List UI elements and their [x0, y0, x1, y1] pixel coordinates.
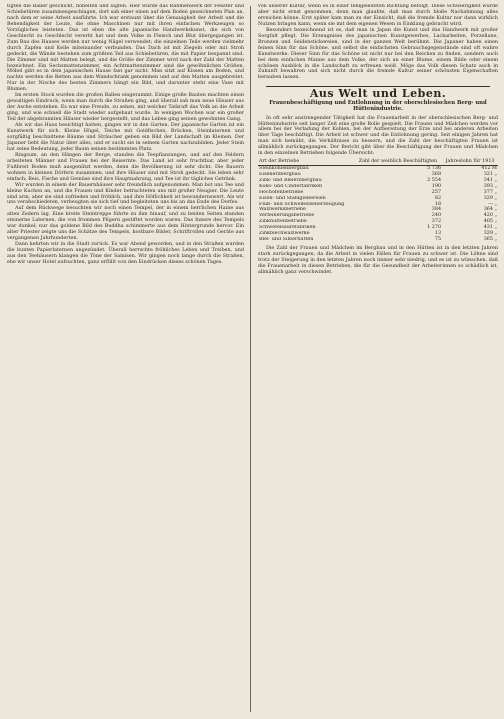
column-divider [250, 6, 251, 712]
section-subtitle: Frauenbeschäftigung und Entlohnung in der oberschlesischen Berg- und Hüttenindustrie. [269, 100, 487, 113]
table-cell-zahl: 368 [431, 171, 442, 178]
table-cell-betrieb: Koks- und Cinderfabriken [259, 183, 323, 189]
table-cell-zahl: 240 [431, 212, 442, 219]
left-paragraph-4: Ringsum, an den Hängen der Berge, standen die Teepflanzungen, und auf den Feldern arbeiteten Männer und Frauen bei der Reisernte. Das Land ist sehr fruchtbar, aber jeder Fußbreit Boden muß ausgenützt werden, denn die Bevölkerung ist sehr dicht. Die Bauern wohnen in kleinen Dörfern zusammen, und ihre Häuser sind mit Stroh gedeckt. Sie leben sehr einfach; Reis, Fische und Gemüse sind ihre Hauptnahrung, und Tee ist ihr tägliches Getränk. [7, 151, 244, 182]
table-body [258, 166, 498, 243]
table-cell-betrieb: Hochofenbetriebe [259, 189, 304, 195]
table-cell-betrieb: Walzwerksbetriebe [259, 207, 306, 213]
left-column [7, 4, 244, 716]
table-cell-lohn: 329 „ [483, 194, 497, 201]
table-cell-lohn: 431 „ [483, 224, 497, 231]
table-cell-zahl: 13 [434, 230, 442, 237]
table-cell-zahl: 5 736 [427, 165, 442, 172]
left-paragraph-3: Als wir das Haus besichtigt hatten, gingen wir in den Garten. Der japanische Garten ist ein Kunstwerk für sich. Kleine Hügel, Teiche mit Goldfischen, Brücken, Steinlaternen und sorgfältig beschnittene Bäume und Sträucher geben ein Bild der Landschaft im Kleinen. Der Japaner liebt die Natur über alles, und er sucht sie in seinem Garten nachzubilden. Jeder Stein hat seine Bedeutung, jeder Baum seinen bestimmten Platz. [7, 122, 244, 152]
table-cell-zahl: 372 [431, 218, 442, 225]
section-paragraph-1: In oft sehr anstrengender Tätigkeit hat die Frauenarbeit in der oberschlesischen Berg- und Hüttenindustrie seit langer Zeit eine große Rolle gespielt. Die Frauen und Mädchen werden vor allem bei der Verladung der Kohlen, bei der Aufbereitung der Erze und bei anderen Arbeiten über Tage beschäftigt. Die Arbeit ist schwer und die Entlohnung gering. Seit einigen Jahren hat man sich bemüht, die Verhältnisse zu bessern, und die Zahl der beschäftigten Frauen ist allmählich zurückgegangen. Der Bericht gibt über die Beschäftigung der Frauen und Mädchen in den einzelnen Betrieben folgende Übersicht: [258, 114, 498, 157]
table-cell-betrieb: Zink- und Bleierzbergbau [259, 177, 322, 183]
left-paragraph-5: Wir wurden in einem der Bauernhäuser sehr freundlich aufgenommen. Man bot uns Tee und kleine Kuchen an, und die Frauen und Kinder betrachteten uns mit großer Neugier. Die Leute sind arm, aber sie sind zufrieden und fröhlich, und ihre Höflichkeit ist bewundernswert. Als wir uns verabschiedeten, verbeugten sie sich tief und begleiteten uns bis an das Ende des Dorfes. [7, 181, 244, 206]
table-cell-betrieb: Zinkhüttenbetriebe [259, 219, 307, 225]
table-cell-lohn: 377 „ [483, 188, 497, 195]
section-title: Aus Welt und Leben. [309, 87, 447, 101]
left-paragraph-1: tigten die Baller geschickt, hobelten und lägten. Hier wurde das Rahmenwerk der Fenster und Schiebetüren zusammengeschlagen, dort sah einer einen auf dem Boden gezeichneten Plan an, nach dem er seine Arbeit ausführte. Ich war erstaunt über die Genauigkeit der Arbeit und die Behendigkeit der Leute, die ohne Maschinen nur mit ihren einfachen Werkzeugen so Vorzügliches leisteten. Das ist eben die alte japanische Handwerkskunst, die sich von Geschlecht zu Geschlecht vererbt hat und dem Volke in Fleisch und Blut übergegangen ist. Zum Bau des Hauses werden nur wenig Nägel verwendet; die einzelnen Teile werden vielmehr durch Zapfen und Keile miteinander verbunden. Das Dach ist mit Ziegeln oder mit Stroh gedeckt, die Wände bestehen zum größten Teil aus Schiebetüren, die mit Papier bespannt sind. Die Zimmer sind mit Matten belegt, und die Größe der Zimmer wird nach der Zahl der Matten bezeichnet. Ein Sechsmattenzimmer, ein Achtmattenzimmer sind die gewöhnlichen Größen. Möbel gibt es in dem japanischen Hause fast gar nicht. Man sitzt auf Kissen am Boden, und nachts werden die Betten aus dem Wandschrank genommen und auf den Matten ausgebreitet. Nur in der Nische des besten Zimmers hängt ein Bild, und darunter steht eine Vase mit Blumen. [7, 4, 244, 93]
table-cell-lohn: 364 „ [483, 206, 497, 213]
table-cell-betrieb: Zinkblechwalzwerke [259, 231, 310, 237]
left-paragraph-7: Dann kehrten wir in die Stadt zurück. Es war Abend geworden, und in den Straßen wurden die bunten Papierlaternen angezündet. Überall herrschte fröhliches Leben und Treiben, und aus den Teehäusern klangen die Töne der Samisen. Wir gingen noch lange durch die Straßen, ehe wir unser Hotel aufsuchten, ganz erfüllt von den Eindrücken dieses schönen Tages. [7, 241, 244, 265]
table-header-zahl: Zahl der weiblich Beschäftigten [354, 159, 442, 165]
table-cell-zahl: 257 [431, 188, 442, 195]
table-cell-lohn: 321 „ [483, 171, 497, 178]
table-cell-betrieb: Eisenerzbergbau [259, 172, 301, 178]
table-cell-lohn: 365 „ [483, 236, 497, 242]
table-cell-lohn: 341 „ [483, 176, 497, 183]
table-header-lohn: Jahreslohn für 1913 [442, 159, 498, 165]
table-cell-betrieb: Fluß- und Schweißeisenerzeugung [259, 201, 345, 207]
table-cell-lohn: 420 „ [483, 212, 497, 219]
table-cell-betrieb: Eisen- und Stahlgießereien [259, 195, 326, 201]
closing-paragraph-1: Die Zahl der Frauen und Mädchen im Bergbau und in den Hütten ist in den letzten Jahren stark zurückgegangen, da die Arbeit in vielen Fällen für Frauen zu schwer ist. Die Löhne sind trotz der Steigerung in den letzten Jahren noch immer sehr niedrig, und es ist zu wünschen, daß die Frauenarbeit in diesen Betrieben, die für die Gesundheit der Arbeiterinnen so schädlich ist, allmählich ganz verschwindet. [258, 244, 498, 275]
table-cell-lohn: 405 „ [483, 218, 497, 225]
table-cell-zahl: 75 [434, 236, 442, 242]
table-cell-betrieb: Blei- und Silberhütten [259, 237, 314, 242]
left-paragraph-2: Im ersten Stock wurden die großen Ballen eingerammt. Einige große Bauten machten einen gewaltigen Eindruck, wenn man durch die Straßen ging, und überall sah man neue Häuser aus der Asche entstehen. Es war eine Freude, zu sehen, mit welcher Tatkraft das Volk an die Arbeit ging, und wie schnell die Stadt wieder aufgebaut wurde. In wenigen Wochen war ein großer Teil der abgebrannten Häuser wieder hergestellt, und das Leben ging seinen gewohnten Gang. [7, 92, 244, 123]
table-cell-lohn: 329 „ [483, 230, 497, 237]
employment-table [258, 159, 498, 243]
table-cell-zahl: 18 [434, 200, 442, 207]
right-intro-paragraph-2: Besonders bezeichnend ist es, daß man in Japan die Kunst und das Handwerk mit großer Sorgfalt pflegt. Die Erzeugnisse des japanischen Kunstgewerbes, Lackarbeiten, Porzellane, Bronzen und Seidenstickereien, sind in der ganzen Welt berühmt. Die Japaner haben einen feinen Sinn für das Schöne, und selbst die einfachsten Gebrauchsgegenstände sind oft wahre Kunstwerke. Dieser Sinn für das Schöne ist nicht nur bei den Reichen zu finden, sondern auch bei dem einfachen Manne aus dem Volke, der sich an einer Blume, einem Bilde oder einem schönen Ausblick in die Landschaft zu erfreuen weiß. Möge das Volk diesen Schatz auch in Zukunft bewahren und sich nicht durch die fremde Kultur seiner schönsten Eigenschaften berauben lassen. [258, 26, 498, 81]
table-cell-betrieb: Schwefelsäurefabriken [259, 225, 316, 231]
table-cell-zahl: 384 [431, 206, 442, 213]
table-cell-zahl: 2 554 [427, 176, 442, 183]
table-cell-lohn: 393 „ [483, 182, 497, 189]
left-paragraph-6: Auf dem Rückwege besuchten wir noch einen Tempel, der in einem herrlichen Haine aus alten Zedern lag. Eine breite Steintreppe führte zu ihm hinauf, und zu beiden Seiten standen steinerne Laternen, die von frommen Pilgern gestiftet worden waren. Das Innere des Tempels war dunkel; nur das goldene Bild des Buddha schimmerte aus dem Hintergrunde hervor. Ein alter Priester zeigte uns die Schätze des Tempels, kostbare Bilder, Schriftrollen und Geräte aus vergangenen Jahrhunderten. [7, 205, 244, 242]
right-intro-paragraph-1: von unserer Kultur, wenn es in einer fehlgeleiteten Richtung befolgt. Diese Schwierigkeit wurde aber nicht ernst genommen, denn man glaubte, daß man durch bloße Nachahmung alles erreichen könne. Erst später kam man zu der Einsicht, daß die fremde Kultur nur dann wirklich Nutzen bringen kann, wenn sie mit dem eigenen Wesen in Einklang gebracht wird. [258, 4, 498, 27]
table-cell-lohn: 412 M [481, 165, 497, 172]
table-header-row [258, 159, 498, 165]
table-cell-zahl: 190 [431, 182, 442, 189]
table-header-betriebe: Art der Betriebe [258, 159, 354, 165]
table-cell-betrieb: Verfeinerungsbetriebe [259, 213, 315, 219]
table-row [258, 237, 498, 243]
table-cell-zahl: 1 270 [427, 224, 442, 231]
right-column [258, 4, 498, 716]
table-cell-lohn: — „ [488, 200, 497, 207]
table-cell-betrieb: Steinkohlenbergbau [259, 165, 309, 172]
table-cell-zahl: 82 [434, 194, 442, 201]
